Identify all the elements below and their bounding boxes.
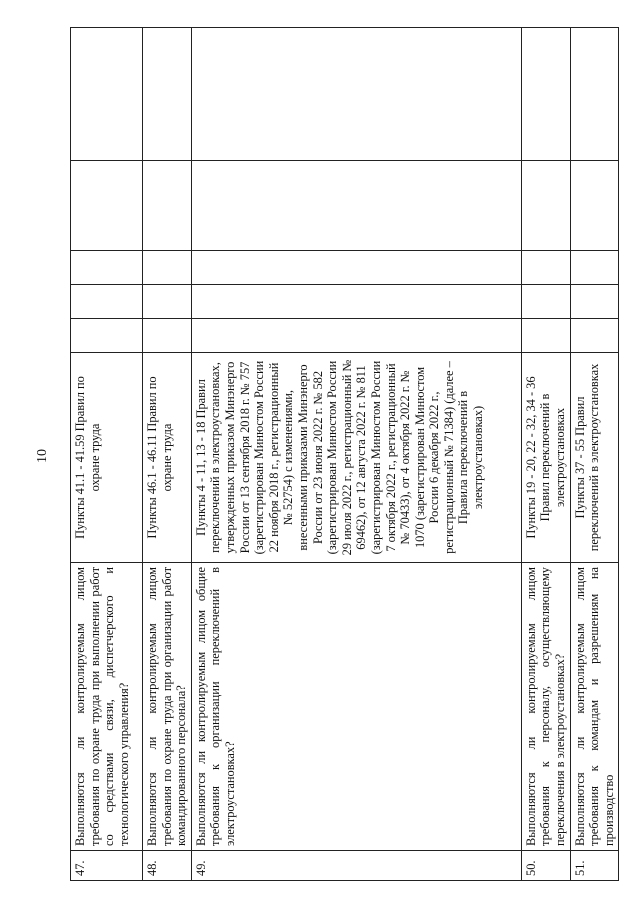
row-number: 47. <box>71 851 143 881</box>
table-row <box>191 28 521 881</box>
question-cell: Выполняются ли контролируемым лицом требования к командам и разрешениям на производство <box>570 563 619 851</box>
reference-cell: Пункты 4 - 11, 13 - 18 Правил переключений в электроустановках, утвержденных приказом Минэнерго России от 13 сентября 2018 г. № 757 (зарегистрирован Минюстом России 22 ноября 2018 г., регистрационный № 52754) с изменениями, внесенными приказами Минэнерго России от 23 июня 2022 г. № 582 (зарегистрирован Минюстом России 29 июля 2022 г., регистрационный № 69462), от 12 августа 2022 г. № 811 (зарегистрирован Минюстом России 7 октября 2022 г., регистрационный № 70433), от 4 октября 2022 г. № 1070 (зарегистрирован Минюстом России 6 декабря 2022 г., регистрационный № 71384) (далее – Правила переключений в электроустановках) <box>191 353 521 563</box>
answer-yes-cell <box>570 319 619 353</box>
reference-cell: Пункты 19 - 20, 22 - 32, 34 - 36 Правил переключений в электроустановках <box>521 353 570 563</box>
answer-na-cell <box>521 251 570 285</box>
table-row <box>143 28 192 881</box>
question-cell: Выполняются ли контролируемым лицом требования по охране труда при выполнении работ со средствами связи, диспетчерского и технологического управления? <box>71 563 143 851</box>
reasoning-cell <box>71 161 143 251</box>
question-cell: Выполняются ли контролируемым лицом требования по охране труда при организации работ командированного персонала? <box>143 563 192 851</box>
answer-yes-cell <box>191 319 521 353</box>
answer-no-cell <box>570 285 619 319</box>
answer-yes-cell <box>71 319 143 353</box>
reference-cell: Пункты 41.1 - 41.59 Правил по охране труда <box>71 353 143 563</box>
reasoning-cell <box>521 161 570 251</box>
row-number: 49. <box>191 851 521 881</box>
table-row <box>521 28 570 881</box>
row-number: 51. <box>570 851 619 881</box>
answer-na-cell <box>191 251 521 285</box>
note-cell <box>191 28 521 161</box>
reasoning-cell <box>143 161 192 251</box>
question-cell: Выполняются ли контролируемым лицом общие требования к организации переключений в электроустановках? <box>191 563 521 851</box>
note-cell <box>71 28 143 161</box>
reasoning-cell <box>191 161 521 251</box>
answer-no-cell <box>71 285 143 319</box>
answer-na-cell <box>570 251 619 285</box>
answer-no-cell <box>521 285 570 319</box>
answer-yes-cell <box>143 319 192 353</box>
row-number: 48. <box>143 851 192 881</box>
reference-cell: Пункты 46.1 - 46.11 Правил по охране труда <box>143 353 192 563</box>
note-cell <box>143 28 192 161</box>
answer-no-cell <box>191 285 521 319</box>
reference-cell: Пункты 37 - 55 Правил переключений в электроустановках <box>570 353 619 563</box>
answer-na-cell <box>71 251 143 285</box>
answer-na-cell <box>143 251 192 285</box>
page-number: 10 <box>35 449 50 463</box>
answer-yes-cell <box>521 319 570 353</box>
table-row <box>71 28 143 881</box>
table-row <box>570 28 619 881</box>
question-cell: Выполняются ли контролируемым лицом требования к персоналу, осуществляющему переключения в электроустановках? <box>521 563 570 851</box>
answer-no-cell <box>143 285 192 319</box>
reasoning-cell <box>570 161 619 251</box>
row-number: 50. <box>521 851 570 881</box>
checklist-table <box>70 27 619 881</box>
note-cell <box>570 28 619 161</box>
note-cell <box>521 28 570 161</box>
